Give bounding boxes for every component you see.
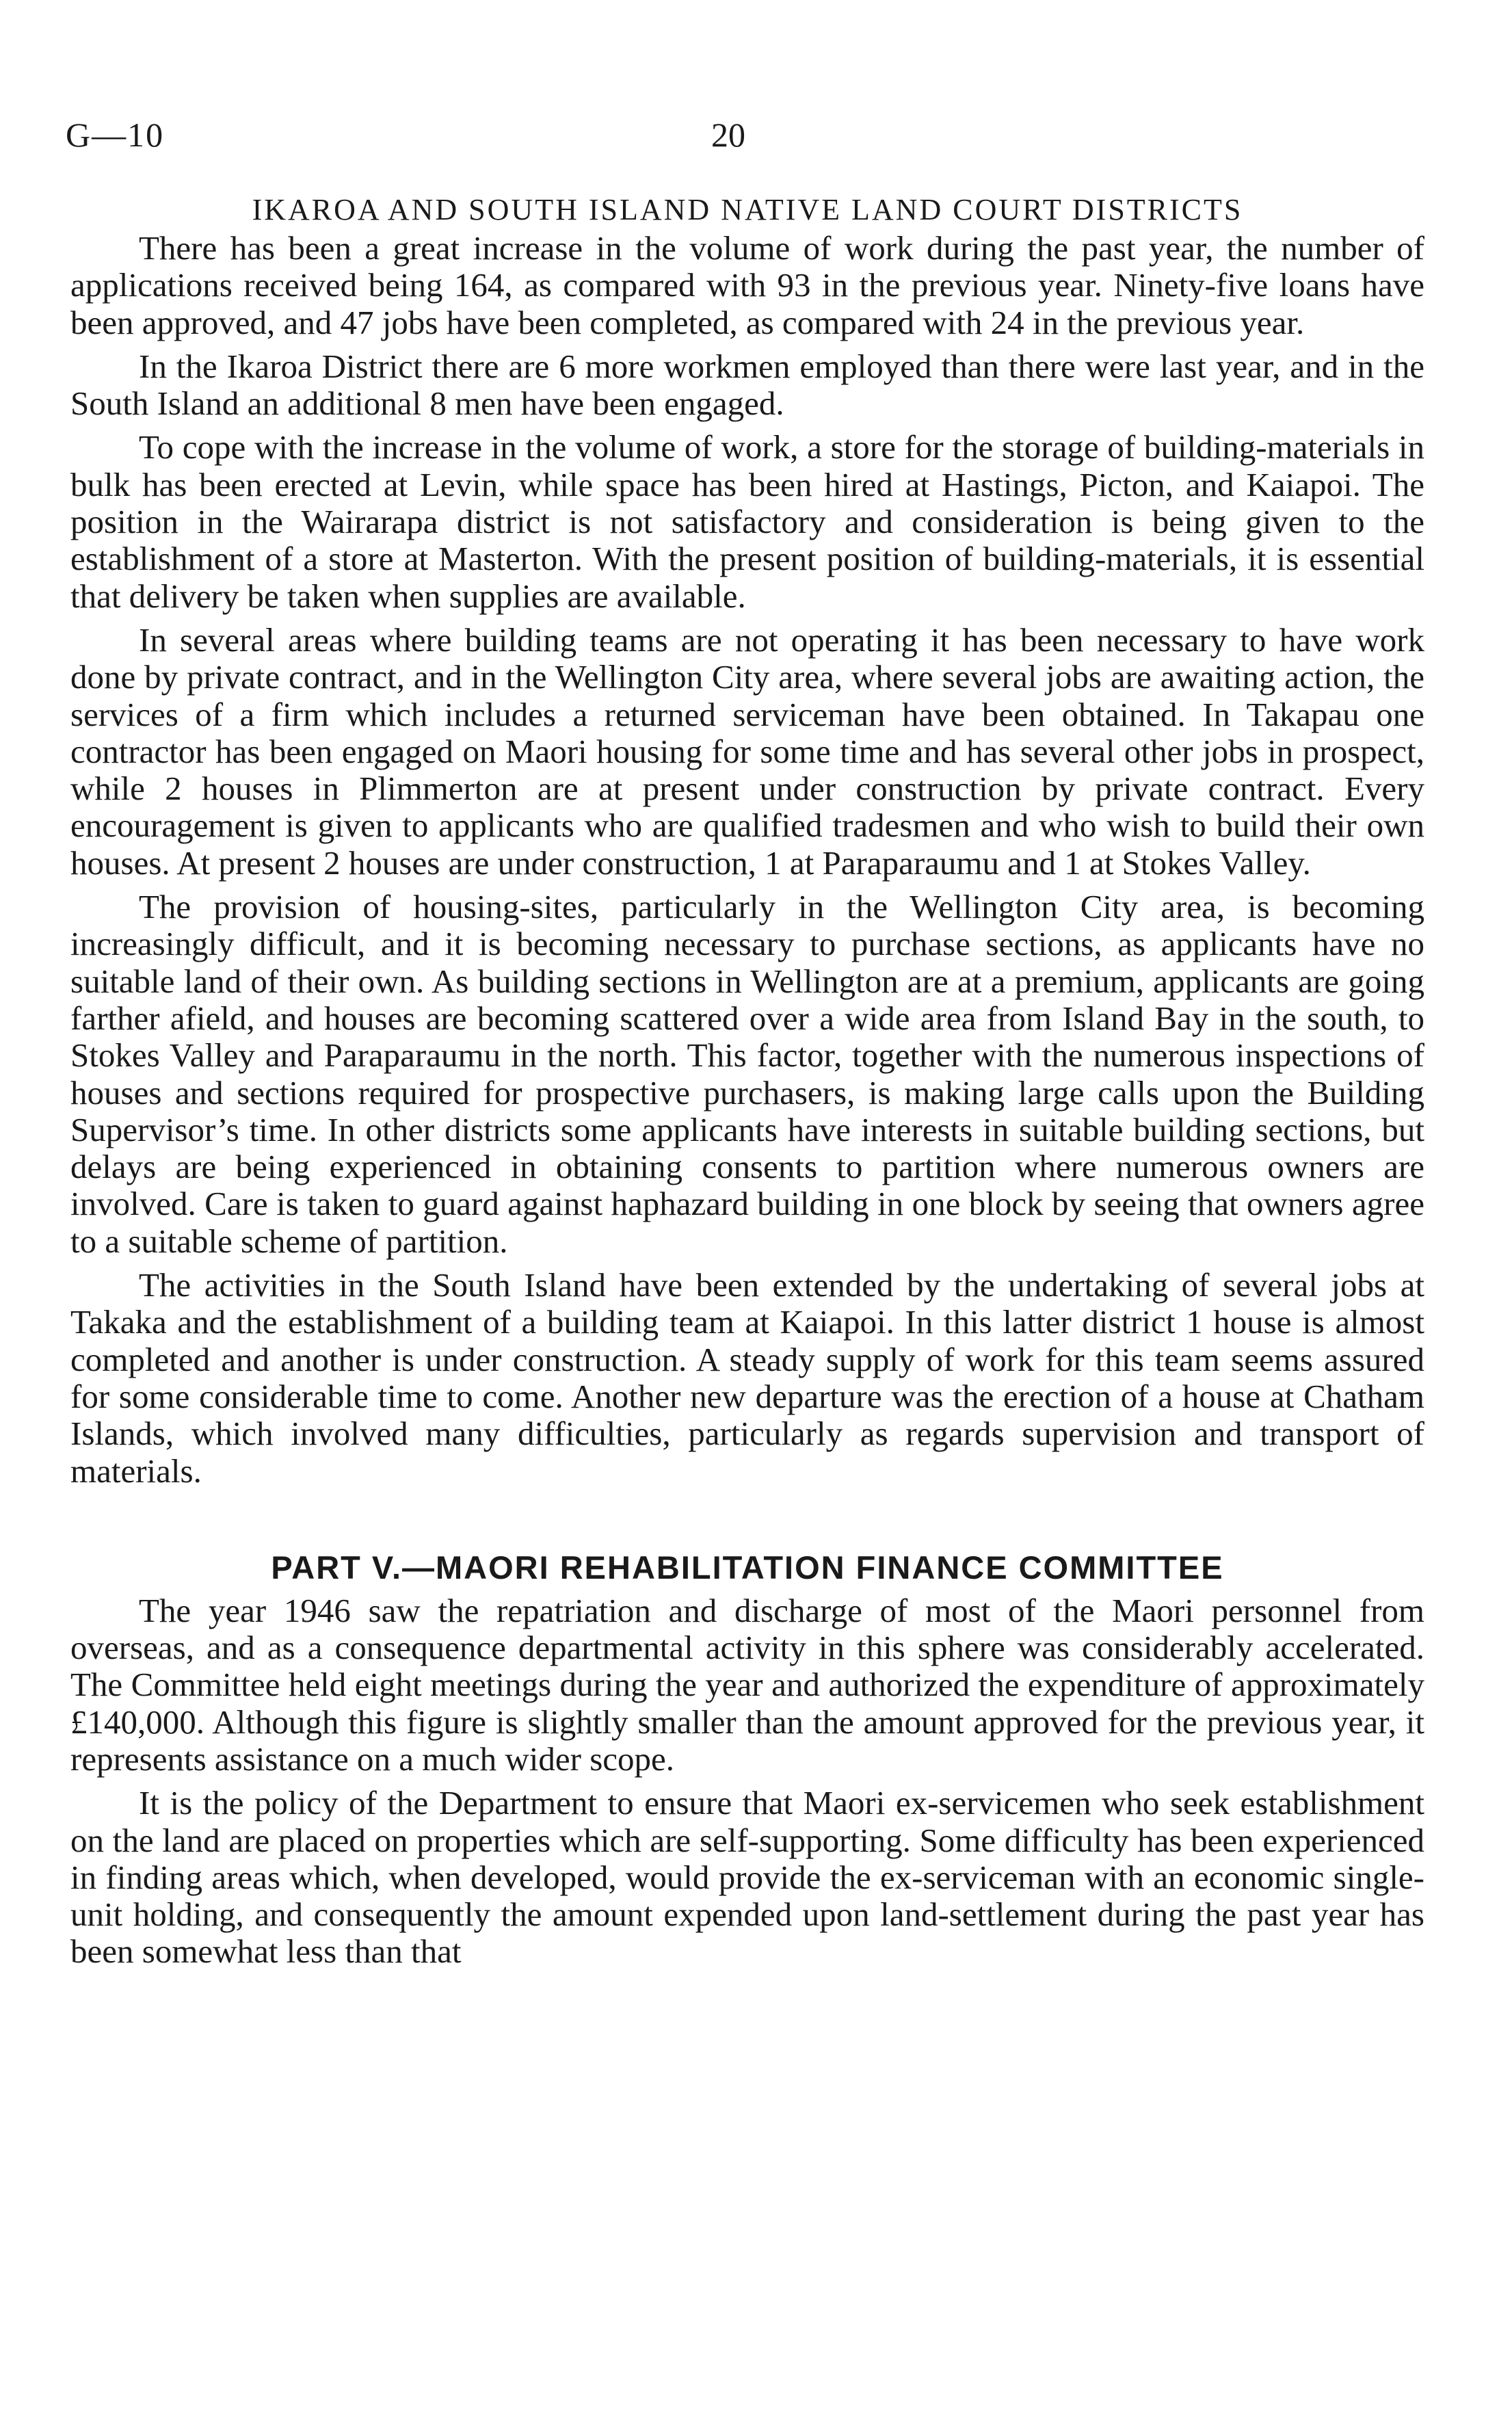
- page-number: 20: [711, 116, 745, 154]
- page-content: [70, 192, 1424, 1977]
- paragraph: To cope with the increase in the volume of work, a store for the storage of building-materials in bulk has been erected at Levin, while space has been hired at Hastings, Picton, and Kaiapoi. The position in the Wairarapa district is not satisfactory and consideration is being given to the establishment of a store at Masterton. With the present position of building-materials, it is essential that delivery be taken when supplies are available.: [70, 428, 1424, 615]
- paragraph: The provision of housing-sites, particularly in the Wellington City area, is becoming increasingly difficult, and it is becoming necessary to purchase sections, as applicants have no suitable land of their own. As building sections in Wellington are at a premium, applicants are going farther afield, and houses are becoming scattered over a wide area from Island Bay in the south, to Stokes Valley and Paraparaumu in the north. This factor, together with the numerous inspections of houses and sections required for prospective purchasers, is making large calls upon the Building Supervisor’s time. In other districts some applicants have interests in suitable building sections, but delays are being experienced in obtaining consents to partition where numerous owners are involved. Care is taken to guard against haphazard building in one block by seeing that owners agree to a suitable scheme of partition.: [70, 888, 1424, 1260]
- paragraph: The activities in the South Island have been extended by the undertaking of several jobs at Takaka and the establishment of a building team at Kaiapoi. In this latter district 1 house is almost completed and another is under construction. A steady supply of work for this team seems assured for some considerable time to come. Another new departure was the erection of a house at Chatham Islands, which involved many difficulties, particularly as regards supervision and transport of materials.: [70, 1266, 1424, 1490]
- paragraph: The year 1946 saw the repatriation and discharge of most of the Maori personnel from overseas, and as a consequence departmental activity in this sphere was considerably accelerated. The Committee held eight meetings during the year and authorized the expenditure of approximately £140,000. Although this figure is slightly smaller than the amount approved for the previous year, it represents assistance on a much wider scope.: [70, 1591, 1424, 1778]
- paragraph: In several areas where building teams are not operating it has been necessary to have work done by private contract, and in the Wellington City area, where several jobs are awaiting action, the services of a firm which includes a returned serviceman have been obtained. In Takapau one contractor has been engaged on Maori housing for some time and has several other jobs in prospect, while 2 houses in Plimmerton are at present under construction by private contract. Every encouragement is given to applicants who are qualified tradesmen and who wish to build their own houses. At present 2 houses are under construction, 1 at Paraparaumu and 1 at Stokes Valley.: [70, 620, 1424, 882]
- part-heading-finance-committee: PART V.—MAORI REHABILITATION FINANCE COMMITTEE: [271, 1549, 1224, 1586]
- paragraph: It is the policy of the Department to ensure that Maori ex-servicemen who seek establishment on the land are placed on properties which are self-supporting. Some difficulty has been experienced in finding areas which, when developed, would provide the ex-serviceman with an economic single-unit holding, and consequently the amount expended upon land-settlement during the past year has been somewhat less than that: [70, 1784, 1424, 1971]
- document-code: G—10: [66, 116, 165, 154]
- section-heading-districts: IKAROA AND SOUTH ISLAND NATIVE LAND COURT DISTRICTS: [252, 193, 1243, 226]
- paragraph: In the Ikaroa District there are 6 more workmen employed than there were last year, and in the South Island an additional 8 men have been engaged.: [70, 347, 1424, 423]
- paragraph: There has been a great increase in the volume of work during the past year, the number of applications received being 164, as compared with 93 in the previous year. Ninety-five loans have been approved, and 47 jobs have been completed, as compared with 24 in the previous year.: [70, 229, 1424, 341]
